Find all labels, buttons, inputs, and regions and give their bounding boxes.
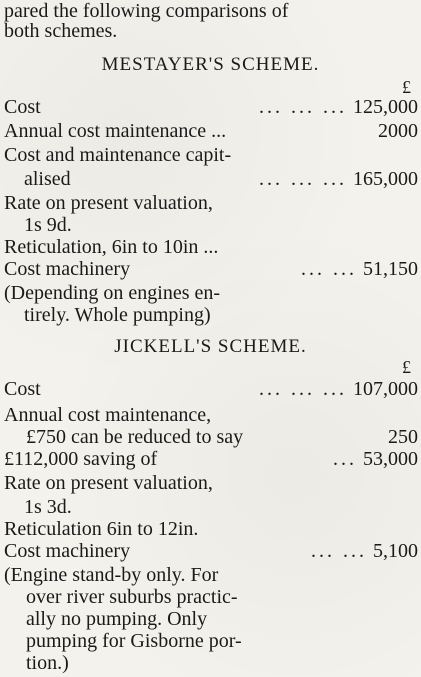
mestayer-row-annual-maintenance: Annual cost maintenance ... 2000	[4, 120, 418, 142]
jickell-row-rate-2: 1s 3d.	[24, 496, 72, 518]
mestayer-row-rate-1: Rate on present valuation,	[4, 192, 213, 214]
jickell-row-note-3: ally no pumping. Only	[26, 608, 208, 630]
jickell-currency-symbol: £	[402, 357, 411, 377]
mestayer-row-rate-2: 1s 9d.	[24, 214, 72, 236]
jickell-row-note-5: tion.)	[26, 652, 69, 674]
intro-line-1: pared the following comparisons of	[4, 0, 289, 22]
jickell-row-rate-1: Rate on present valuation,	[4, 472, 213, 494]
mestayer-currency-symbol: £	[402, 77, 411, 97]
jickell-row-note-4: pumping for Gisborne por-	[26, 630, 242, 652]
mestayer-row-reticulation: Reticulation, 6in to 10in ...	[4, 236, 219, 258]
intro-line-2: both schemes.	[4, 20, 118, 42]
mestayer-row-capitalised-2: alised ... ... ... 165,000	[24, 168, 418, 190]
mestayer-row-note-1: (Depending on engines en-	[4, 282, 221, 304]
jickell-row-annual-maintenance: Annual cost maintenance,	[4, 404, 212, 426]
jickell-row-machinery: Cost machinery ... ... 5,100	[4, 540, 418, 562]
mestayer-heading: MESTAYER'S SCHEME.	[101, 54, 320, 75]
jickell-row-reticulation: Reticulation 6in to 12in.	[4, 518, 199, 540]
jickell-row-reduced: £750 can be reduced to say 250	[26, 426, 418, 448]
mestayer-row-machinery: Cost machinery ... ... 51,150	[4, 258, 418, 280]
jickell-row-cost: Cost ... ... ... 107,000	[4, 378, 418, 400]
mestayer-row-capitalised-1: Cost and maintenance capit-	[4, 144, 232, 166]
jickell-row-note-2: over river suburbs practic-	[26, 586, 238, 608]
jickell-row-note-1: (Engine stand-by only. For	[4, 564, 219, 586]
mestayer-row-note-2: tirely. Whole pumping)	[24, 304, 211, 326]
mestayer-row-cost: Cost ... ... ... 125,000	[4, 96, 418, 118]
jickell-row-saving: £112,000 saving of ... 53,000	[4, 448, 418, 470]
jickell-heading: JICKELL'S SCHEME.	[114, 336, 307, 357]
